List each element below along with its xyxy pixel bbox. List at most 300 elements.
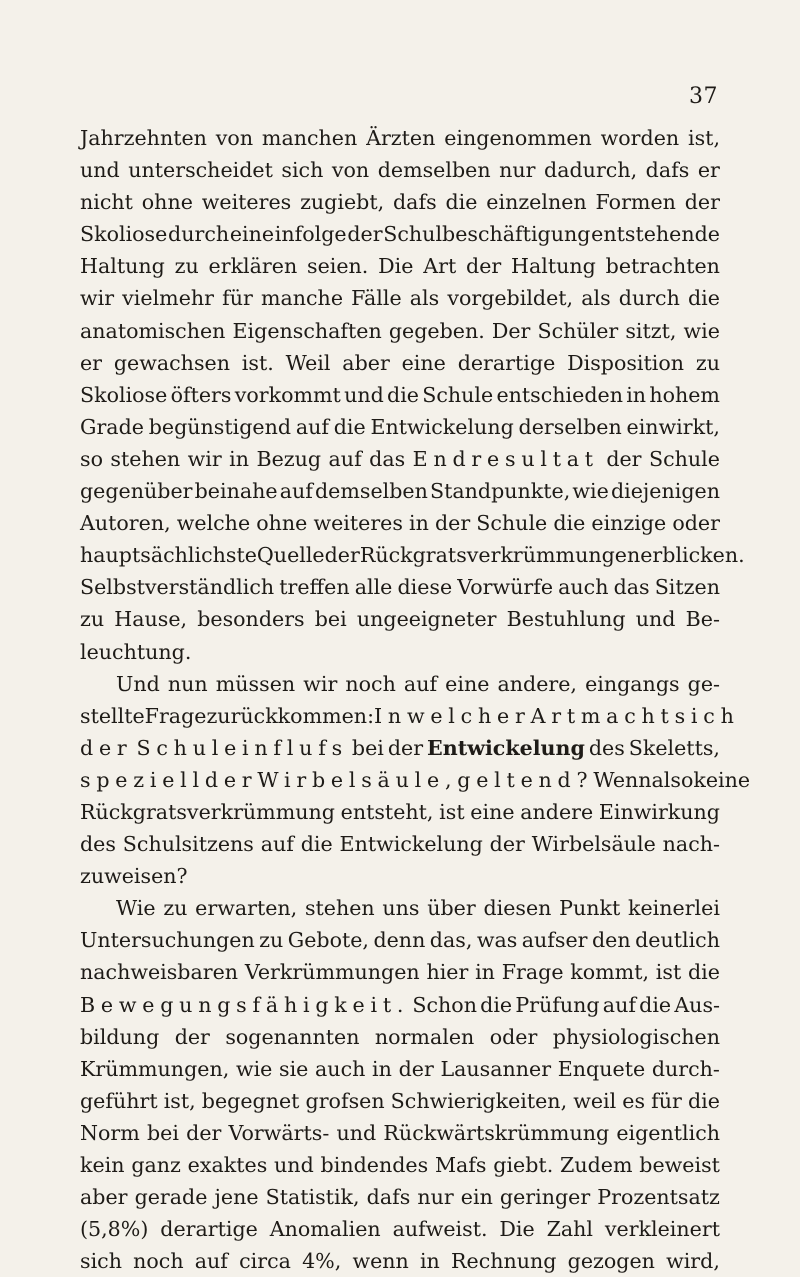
word: weiteres [201,190,292,215]
word: Die [378,254,414,279]
word: wie [235,1056,273,1081]
word: zu [695,350,720,375]
word: sitzt, [625,318,677,343]
word: Skoliose [80,382,168,407]
word: die [687,286,720,311]
word: giebt. [493,1153,554,1177]
text-line [80,796,720,828]
word: das, [429,928,473,953]
word: Die [499,1217,535,1242]
word: wir [80,286,115,311]
word: sogenannten [225,1024,360,1049]
word: Wenn [593,767,652,792]
word: nun [167,671,208,696]
word: diese [397,575,453,600]
word: Grade [80,414,144,439]
word: demselben [377,158,491,183]
word: keine [693,767,751,792]
word: hier [426,960,469,985]
word: Vorwärts- [228,1120,330,1145]
text-line [80,1021,720,1053]
word: erklären [208,254,298,279]
word: Entwickelung [370,414,514,439]
word: also [651,767,694,792]
word: auf [403,671,438,696]
word: bildung [80,1024,160,1049]
word: Gebote, [287,928,369,953]
text-line [80,764,751,796]
word: aber [80,1185,128,1210]
word: Fälle [351,286,402,311]
word: stehen [304,896,375,921]
word: sich [281,158,324,183]
word: zugiebt, [300,190,385,215]
word: Schule [476,511,548,536]
text-line [80,1213,720,1245]
word: Schulbeschäftigung [383,222,591,247]
word: welcher [406,703,531,728]
text-line [80,443,720,475]
word: Aus- [674,992,720,1017]
word: und [274,1153,314,1177]
word: speziell [80,767,205,792]
word: Be- [685,607,720,632]
word: aufser [521,928,588,953]
word: begünstigend [148,414,292,439]
word: eingenommen [444,126,592,150]
word: des [80,832,116,857]
word: derselben [518,414,622,439]
word: Bezug [256,446,322,471]
word: Bewegungsfähigkeit. [80,992,410,1017]
word: durch [168,222,230,247]
word: derartige [160,1217,258,1242]
word: entsteht, [340,799,434,824]
word: Frage [501,960,564,985]
word: zu [259,928,284,953]
word: andere [520,799,594,824]
word: in [229,446,249,471]
word: keinerlei [628,896,720,921]
word: andere, [497,671,577,696]
word: Hause, [114,607,188,632]
word: in [409,511,429,536]
word: der [324,543,360,568]
word: Formen [595,190,676,215]
word: geführt [80,1088,158,1113]
word: das [613,575,650,600]
word: zurückkommen: [206,703,375,728]
word: Art [530,703,581,728]
word: Zahl [546,1217,594,1242]
word: ganz [131,1153,181,1177]
word: alle [354,575,393,600]
word: zuweisen? [80,864,188,889]
text-line [80,315,720,347]
word: Rückgratsverkrümmungen [359,543,641,568]
word: normalen [374,1024,475,1049]
word: manche [260,286,344,311]
word: Untersuchungen [80,928,255,953]
word: uns [382,896,420,921]
word: anatomischen [80,318,226,343]
word: die [687,1088,720,1113]
word: entschieden [496,382,623,407]
word: gegeben. [388,318,485,343]
word: dadurch, [544,158,638,183]
word: Frage [144,703,207,728]
word: circa [239,1249,291,1274]
text-line [80,539,745,571]
word: besonders [197,607,305,632]
word: exaktes [187,1153,268,1177]
word: Rechnung [451,1249,557,1274]
word: ungeeigneter [356,607,497,632]
word: bindendes [320,1153,429,1177]
word: Lausanner [440,1056,552,1081]
word: Prozentsatz [597,1185,720,1210]
word: beinahe [194,479,278,504]
word: nach- [662,832,720,857]
text-line [80,668,720,700]
word: oder [489,1024,538,1049]
word: begegnet [201,1088,300,1113]
word: welche [176,511,251,536]
word: Endresultat [412,446,599,471]
word: eine [445,671,490,696]
text-line [80,828,720,860]
word: Disposition [567,350,685,375]
word: nur [417,1185,454,1210]
word: Der [491,318,531,343]
word: als [581,286,611,311]
word: öfters [170,382,232,407]
word: ein [460,1185,493,1210]
word: macht [580,703,675,728]
word: Skoliose [80,222,168,247]
word: was [476,928,518,953]
word: wir [187,446,222,471]
text-line [80,507,720,539]
word: wenn [352,1249,409,1274]
word: auch [315,1056,366,1081]
word: noch [345,671,396,696]
word: wird, [666,1249,720,1274]
word: auch [558,575,609,600]
word: denn [373,928,426,953]
word: ist, [163,1088,196,1113]
word: verkleinert [604,1217,720,1242]
word: diesen [483,896,552,921]
text-line [80,411,720,443]
word: seien. [307,254,369,279]
word: der [186,1120,222,1145]
word: treffen [279,575,350,600]
word: nachweisbaren [80,960,239,985]
text-line [80,282,720,314]
word: noch [133,1249,184,1274]
word: Schulsitzens [122,832,254,857]
word: die [445,190,478,215]
word: hohem [649,382,720,407]
word: von [331,158,370,183]
word: demselben [314,479,428,504]
word: stellte [80,703,145,728]
text-line [80,122,720,154]
word: einwirkt, [626,414,720,439]
word: Selbstverständlich [80,575,275,600]
word: ge- [687,671,720,696]
word: Wirbelsäule, [257,767,458,792]
text-line [80,989,720,1021]
word: wir [303,671,338,696]
word: Rückwärtskrümmung [383,1120,610,1145]
word: Zudem [560,1153,633,1177]
word: Wie [116,896,156,921]
text-line [80,186,720,218]
word: bei [146,1120,179,1145]
word: Sitzen [654,575,720,600]
word: durch [618,286,680,311]
word: nicht [80,190,133,215]
word: Prüfung [515,992,600,1017]
word: gegenüber [80,479,193,504]
word: aber [342,350,390,375]
word: deutlich [635,928,720,953]
word: die [639,992,672,1017]
word: durch- [651,1056,720,1081]
word: hauptsächlichste [80,543,257,568]
word: Quelle [256,543,325,568]
word: zu [80,607,105,632]
word: Und [116,671,160,696]
text-line [80,218,720,250]
word: nur [499,158,536,183]
word: der [466,254,502,279]
word: Schüler [537,318,619,343]
word: auf [328,446,362,471]
word: Bestuhlung [506,607,626,632]
word: es [622,1088,646,1113]
word: vorgebildet, [447,286,574,311]
text-line [80,154,720,186]
word: physiologischen [552,1024,720,1049]
word: beweist [639,1153,720,1177]
text-line [80,636,720,668]
word: betrachten [605,254,720,279]
word: dafs [392,190,437,215]
text-line [80,379,720,411]
word: in [372,1056,392,1081]
word: auf [279,479,313,504]
word: kein [80,1153,125,1177]
word: müssen [215,671,296,696]
word: die [480,992,513,1017]
word: Entwickelung [427,735,585,760]
word: eine [470,799,515,824]
word: erwarten, [195,896,298,921]
word: die [333,414,366,439]
word: ist. [241,350,274,375]
word: aufweist. [392,1217,488,1242]
word: vielmehr [122,286,214,311]
word: 4%, [302,1249,342,1274]
word: einzige [591,511,667,536]
word: bei [314,607,347,632]
word: ist [655,960,682,985]
text-line [80,892,720,924]
word: wie [683,318,720,343]
word: unterscheidet [128,158,273,183]
word: der [174,1024,210,1049]
word: weil [573,1088,617,1113]
word: und [635,607,676,632]
text-line [80,1053,720,1085]
word: Eigenschaften [232,318,382,343]
word: Haltung [511,254,596,279]
word: die [300,832,333,857]
text-line [80,603,720,635]
word: Statistik, [265,1185,360,1210]
word: Autoren, [80,511,171,536]
word: der [434,511,471,536]
word: zu [174,254,199,279]
text-line [80,1181,720,1213]
word: Schuleinflufs [136,735,348,760]
word: Punkt [559,896,621,921]
word: der [204,767,258,792]
word: Jahrzehnten [80,126,207,150]
word: der [387,735,424,760]
text-line [80,700,740,732]
word: dafs [645,158,690,183]
word: diejenigen [610,479,720,504]
word: die [553,511,586,536]
word: in [626,382,647,407]
word: eine [229,222,275,247]
body-text [80,122,751,1277]
word: Rückgratsverkrümmung [80,799,335,824]
word: sich [80,1249,122,1274]
word: zu [163,896,188,921]
word: der [606,446,642,471]
word: wie [572,479,609,504]
word: vorkommt [234,382,341,407]
word: infolge [274,222,347,247]
word: Mafs [434,1153,487,1177]
word: Weil [285,350,331,375]
word: einzelnen [486,190,587,215]
word: weiteres [313,511,403,536]
text-line [80,732,720,764]
word: Standpunkte, [429,479,571,504]
word: die [387,382,419,407]
word: so [80,446,103,471]
word: grofsen [305,1088,385,1113]
text-line [80,571,720,603]
word: eine [401,350,446,375]
word: in [475,960,495,985]
word: oder [672,511,720,536]
word: dafs [366,1185,411,1210]
word: über [427,896,476,921]
text-line [80,347,720,379]
word: Entwickelung [339,832,483,857]
word: ist [439,799,465,824]
text-line [80,1085,720,1117]
word: der [347,222,383,247]
word: in [419,1249,440,1274]
text-line [80,1149,720,1181]
word: und [336,1120,377,1145]
word: Schwierigkeiten, [390,1088,568,1113]
text-line [80,250,720,282]
word: ist, [688,126,720,150]
word: Skeletts, [628,735,720,760]
word: Anomalien [269,1217,381,1242]
word: des [588,735,625,760]
word: der [684,190,720,215]
word: und [344,382,384,407]
word: er [80,350,103,375]
word: ohne [141,190,193,215]
word: Art [423,254,457,279]
word: der [489,832,525,857]
word: auf [260,832,294,857]
word: das [369,446,406,471]
word: leuchtung. [80,639,192,664]
word: Enquete [557,1056,646,1081]
word: die [688,960,720,985]
word: geringer [499,1185,591,1210]
word: erblicken. [640,543,745,568]
word: gerade [134,1185,208,1210]
text-line [80,1245,720,1277]
word: stehen [110,446,181,471]
word: von [215,126,254,150]
word: Schule [648,446,720,471]
word: für [222,286,253,311]
word: manchen [261,126,358,150]
word: Norm [80,1120,140,1145]
word: sich [674,703,740,728]
text-line [80,1117,720,1149]
word: Ärzten [366,126,436,150]
word: und [80,158,120,183]
word: für [651,1088,682,1113]
word: Krümmungen, [80,1056,230,1081]
word: eigentlich [616,1120,720,1145]
word: auf [602,992,636,1017]
word: In [374,703,407,728]
word: gewachsen [113,350,230,375]
word: auf [295,414,329,439]
word: entstehende [591,222,720,247]
word: bei [351,735,384,760]
word: Haltung [80,254,165,279]
word: worden [600,126,680,150]
word: Vorwürfe [457,575,554,600]
word: gezogen [567,1249,655,1274]
text-line [80,475,720,507]
word: Wirbelsäule [531,832,656,857]
word: Verkrümmungen [244,960,420,985]
word: kommt, [570,960,650,985]
page-number: 37 [689,84,718,109]
word: den [591,928,631,953]
text-line [80,924,720,956]
word: sie [279,1056,309,1081]
